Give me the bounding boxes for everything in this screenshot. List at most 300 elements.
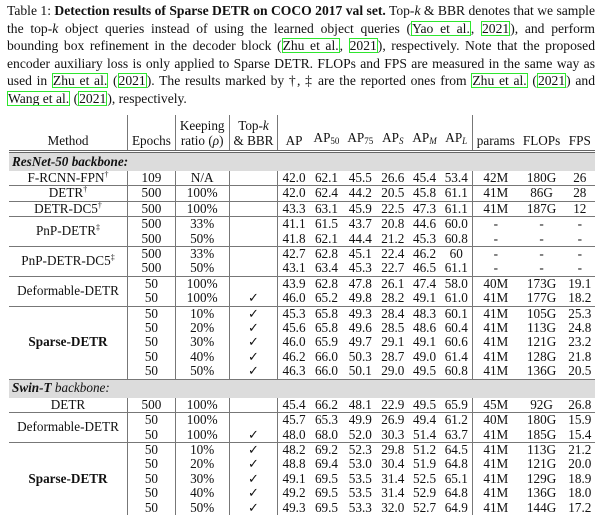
cell-fps: 15.9	[564, 413, 595, 428]
cell-aps: 20.8	[377, 217, 408, 232]
cell-ratio: 100%	[175, 276, 229, 291]
cell-apm: 47.3	[408, 201, 440, 216]
cell-ap50: 65.8	[314, 320, 339, 336]
cell-apl: 60.1	[441, 306, 473, 321]
cell-ap: 42.7	[278, 247, 310, 262]
section-header-row	[9, 152, 595, 172]
results-table	[9, 115, 595, 515]
cell-ap: 46.0	[278, 291, 310, 306]
cell-params: 41M	[472, 428, 519, 443]
cell-ap75: 50.1	[348, 363, 372, 379]
table-row	[9, 442, 595, 457]
cell-ap: 49.1	[278, 472, 310, 486]
col-apl: $AP_L$	[445, 129, 468, 146]
cell-ap: 43.1	[278, 261, 310, 276]
cell-params: 41M	[472, 306, 519, 321]
cell-params: 40M	[472, 276, 519, 291]
cell-fps: 25.3	[564, 306, 595, 321]
cell-epochs: 50	[128, 457, 176, 471]
cell-aps: 28.2	[381, 290, 405, 306]
checkmark-cell: ✓	[229, 350, 278, 364]
section-title: ResNet-50 backbone:	[9, 152, 595, 172]
cell-ap50: 62.8	[310, 247, 344, 262]
cell-ap: 46.2	[278, 350, 310, 364]
cell-apl: 64.5	[441, 442, 473, 457]
cell-params: 41M	[472, 335, 519, 349]
method-name: Deformable-DETR	[9, 413, 128, 443]
cell-flops: 144G	[526, 499, 557, 515]
citation-link-wang[interactable]: Wang et al.	[8, 90, 70, 106]
checkmark-cell: ✓	[229, 321, 278, 335]
cell-ratio: 10%	[175, 306, 229, 321]
cell-ap: 43.9	[278, 276, 310, 291]
cell-apm: 49.1	[412, 290, 437, 306]
cell-ratio: 100%	[175, 428, 229, 443]
cell-aps: 29.0	[381, 363, 405, 379]
cell-ap75: 45.3	[348, 260, 372, 276]
cell-ap50: 68.0	[314, 426, 339, 442]
cell-ap: 41.1	[278, 217, 310, 232]
cell-params: 41M	[472, 186, 519, 201]
cell-fps: 18.2	[568, 290, 592, 306]
cell-apl: 61.2	[441, 413, 473, 428]
cell-fps: -	[564, 217, 595, 232]
cell-epochs: 109	[128, 171, 176, 186]
cell-epochs: 500	[128, 247, 176, 262]
cell-aps: 26.9	[377, 413, 408, 428]
checkmark-cell: ✓	[229, 291, 278, 306]
cell-apm: 44.6	[408, 217, 440, 232]
cell-fps: 23.2	[568, 334, 592, 350]
cell-ap75: 45.9	[343, 201, 377, 216]
reported-mark: †	[97, 200, 102, 210]
cell-apm: 49.4	[408, 413, 440, 428]
cell-ap50: 62.8	[310, 276, 344, 291]
cell-ap50: 69.5	[314, 485, 339, 501]
table-caption: Table 1: Detection results of Sparse DETR on COCO 2017 val set. Top-k & BBR denotes that we sample the top-k object queries instead of using the learned object queries (Yao et al., 2021), and perform bounding box refinement in the decoder block (Zhu et al., 2021), respectively. Note that the proposed encoder auxiliary loss is only applied to Sparse DETR. FLOPs and FPS are measured in the same way as used in Zhu et al. (2021). The results marked by †, ‡ are the reported ones from Zhu et al. (2021) and Wang et al. (2021), respectively.	[7, 3, 596, 106]
cell-epochs: 500	[128, 217, 176, 232]
cell-aps: 22.7	[381, 260, 405, 276]
cell-params: 40M	[472, 413, 519, 428]
checkmark-cell	[229, 171, 278, 186]
cell-params: 41M	[472, 501, 519, 515]
cell-ap50: 69.5	[314, 499, 339, 515]
cell-apl: 61.4	[444, 348, 468, 364]
method-name: DETR-DC5†	[9, 201, 128, 216]
cell-aps: 29.1	[381, 334, 405, 350]
cell-epochs: 50	[128, 472, 176, 486]
checkmark-cell: ✓	[229, 364, 278, 379]
cell-flops: 113G	[527, 320, 556, 336]
cell-apm: 52.7	[412, 499, 437, 515]
cell-ap50: 69.5	[314, 470, 339, 486]
col-apm: $AP_M$	[412, 129, 437, 146]
cell-apl: 65.1	[444, 470, 468, 486]
cell-ap: 49.2	[278, 486, 310, 500]
table-row	[9, 276, 595, 291]
cell-flops: 180G	[519, 413, 564, 428]
col-epochs: Epochs	[128, 115, 176, 152]
cell-params: 41M	[472, 364, 519, 379]
cell-epochs: 50	[128, 442, 176, 457]
cell-apm: 47.4	[408, 276, 440, 291]
checkmark-cell	[229, 398, 278, 413]
cell-ap50: 63.4	[314, 260, 339, 276]
reported-mark: ‡	[96, 223, 101, 233]
cell-epochs: 500	[128, 398, 176, 413]
cell-apm: 51.4	[412, 426, 437, 442]
table-row	[9, 171, 595, 186]
cell-flops: 92G	[530, 396, 553, 412]
cell-apl: 60.8	[444, 363, 468, 379]
cell-ratio: 50%	[175, 364, 229, 379]
cell-epochs: 50	[128, 335, 176, 349]
cell-flops: 187G	[519, 201, 564, 216]
cell-ap50: 65.2	[314, 290, 339, 306]
cell-aps: 28.4	[377, 306, 408, 321]
cell-flops: 129G	[526, 470, 557, 486]
cell-ratio: 100%	[175, 398, 229, 413]
cell-epochs: 50	[128, 276, 176, 291]
citation-link-zhu-year[interactable]: 2021	[349, 38, 377, 54]
cell-flops: 136G	[526, 485, 557, 501]
cell-fps: 26.8	[568, 396, 592, 412]
method-name: Deformable-DETR	[9, 276, 128, 306]
cell-fps: 28	[564, 186, 595, 201]
cell-ap75: 49.3	[343, 306, 377, 321]
cell-apm: 48.6	[412, 320, 437, 336]
cell-flops: 136G	[526, 363, 557, 379]
caption-title: Detection results of Sparse DETR on COCO 2017 val set.	[54, 3, 386, 18]
table-body	[9, 152, 595, 515]
checkmark-cell: ✓	[229, 501, 278, 515]
cell-aps: 28.7	[381, 348, 405, 364]
cell-epochs: 50	[128, 413, 176, 428]
cell-aps: 26.6	[381, 170, 405, 185]
cell-fps: 18.0	[568, 485, 592, 501]
cell-apm: 51.9	[412, 456, 437, 472]
cell-aps: 31.4	[381, 470, 405, 486]
checkmark-cell: ✓	[229, 442, 278, 457]
cell-ap75: 52.0	[348, 426, 372, 442]
cell-params: 41M	[472, 442, 519, 457]
cell-ap50: 63.1	[310, 201, 344, 216]
cell-ratio: 30%	[175, 472, 229, 486]
cell-ap75: 53.5	[348, 485, 372, 501]
cell-params: -	[472, 232, 519, 247]
cell-ap75: 49.6	[348, 320, 372, 336]
cell-apl: 64.9	[444, 499, 468, 515]
cell-ratio: 40%	[175, 350, 229, 364]
citation-link-zhu-3[interactable]: Zhu et al.	[472, 73, 527, 89]
cell-apl: 60.8	[444, 230, 468, 246]
cell-ratio: 100%	[175, 413, 229, 428]
col-flops: FLOPs	[522, 132, 561, 148]
cell-apm: 45.4	[412, 170, 437, 185]
cell-apl: 61.0	[444, 290, 468, 306]
cell-flops: -	[519, 247, 564, 262]
cell-ap50: 62.1	[314, 170, 339, 185]
checkmark-cell	[229, 232, 278, 247]
checkmark-cell: ✓	[229, 472, 278, 486]
cell-ratio: 50%	[175, 261, 229, 276]
cell-apl: 61.1	[441, 201, 473, 216]
cell-ratio: 20%	[175, 321, 229, 335]
checkmark-cell	[229, 261, 278, 276]
cell-fps: 18.9	[568, 470, 592, 486]
table-row	[9, 398, 595, 413]
cell-ap75: 53.0	[348, 456, 372, 472]
cell-apl: 61.1	[441, 186, 473, 201]
cell-fps: 17.2	[568, 499, 592, 515]
reported-mark: †	[104, 170, 109, 179]
cell-ap75: 45.1	[343, 247, 377, 262]
method-name: PnP-DETR-DC5‡	[9, 247, 128, 277]
cell-apl: 64.8	[444, 485, 468, 501]
cell-apl: 61.1	[444, 260, 468, 276]
cell-ratio: 40%	[175, 486, 229, 500]
cell-flops: 121G	[526, 334, 557, 350]
cell-flops: 180G	[526, 170, 557, 185]
cell-aps: 26.1	[377, 276, 408, 291]
cell-fps: 21.2	[564, 442, 595, 457]
cell-fps: 12	[564, 201, 595, 216]
cell-ap50: 61.5	[310, 217, 344, 232]
cell-aps: 22.5	[377, 201, 408, 216]
cell-flops: 121G	[526, 456, 557, 472]
cell-apm: 46.2	[408, 247, 440, 262]
checkmark-cell	[229, 247, 278, 262]
cell-ratio: 100%	[175, 291, 229, 306]
table-row	[9, 217, 595, 232]
cell-ap75: 53.5	[348, 470, 372, 486]
cell-aps: 20.5	[377, 186, 408, 201]
cell-apm: 49.1	[412, 334, 437, 350]
cell-ratio: 50%	[175, 501, 229, 515]
method-name: DETR	[50, 396, 86, 412]
method-name: Sparse-DETR	[9, 306, 128, 379]
cell-ap75: 52.3	[343, 442, 377, 457]
citation-link-zhu-2-year[interactable]: 2021	[118, 73, 146, 89]
cell-flops: -	[519, 217, 564, 232]
cell-apl: 65.9	[444, 396, 468, 412]
cell-fps: 26	[573, 170, 587, 185]
cell-fps: 20.0	[568, 456, 592, 472]
cell-apm: 48.3	[408, 306, 440, 321]
cell-ap: 45.7	[278, 413, 310, 428]
cell-ap75: 43.7	[343, 217, 377, 232]
col-fps: FPS	[568, 132, 591, 148]
reported-mark: ‡	[110, 253, 115, 263]
cell-params: -	[472, 247, 519, 262]
method-name: PnP-DETR‡	[9, 217, 128, 247]
cell-epochs: 500	[128, 201, 176, 216]
cell-ratio: 50%	[175, 232, 229, 247]
cell-ratio: 100%	[175, 186, 229, 201]
cell-aps: 28.5	[381, 320, 405, 336]
cell-aps: 29.8	[377, 442, 408, 457]
checkmark-cell: ✓	[229, 457, 278, 471]
cell-params: -	[472, 261, 519, 276]
table-row	[9, 201, 595, 216]
cell-params: 41M	[472, 486, 519, 500]
cell-ap75: 45.5	[348, 170, 372, 185]
cell-epochs: 50	[128, 486, 176, 500]
col-ap: AP	[278, 115, 310, 152]
cell-apm: 51.2	[408, 442, 440, 457]
citation-link-zhu-2[interactable]: Zhu et al.	[52, 73, 108, 89]
cell-apm: 46.5	[412, 260, 437, 276]
cell-ap50: 66.0	[314, 348, 339, 364]
cell-fps: -	[577, 260, 582, 276]
cell-ap50: 65.8	[310, 306, 344, 321]
cell-ap75: 49.9	[343, 413, 377, 428]
cell-ap: 43.3	[278, 201, 310, 216]
checkmark-cell: ✓	[229, 335, 278, 349]
cell-params: -	[472, 217, 519, 232]
cell-epochs: 500	[128, 186, 176, 201]
cell-epochs: 50	[128, 501, 176, 515]
cell-fps: 24.8	[568, 320, 592, 336]
cell-flops: -	[539, 260, 544, 276]
cell-apm: 45.3	[412, 230, 437, 246]
cell-ap75: 49.7	[348, 334, 372, 350]
cell-ap75: 44.4	[348, 230, 372, 246]
cell-ap: 48.8	[278, 457, 310, 471]
citation-link-yao[interactable]: Yao et al.	[412, 20, 470, 36]
caption-label: Table 1:	[7, 3, 51, 18]
cell-apl: 60.0	[441, 217, 473, 232]
cell-ap75: 48.1	[348, 396, 372, 412]
cell-ap: 45.4	[278, 398, 310, 413]
cell-ap: 41.8	[278, 232, 310, 247]
table-row	[9, 413, 595, 428]
cell-ap: 46.0	[278, 335, 310, 349]
cell-ap50: 69.4	[314, 456, 339, 472]
table-row	[9, 186, 595, 201]
cell-aps: 32.0	[381, 499, 405, 515]
col-topk-bbr: Top-k & BBR	[229, 115, 278, 152]
col-keeping-ratio: Keeping ratio (ρ)	[175, 115, 229, 152]
citation-link-yao-year[interactable]: 2021	[482, 20, 510, 36]
cell-ap: 48.2	[278, 442, 310, 457]
cell-params: 41M	[472, 321, 519, 335]
cell-ap50: 65.9	[314, 334, 339, 350]
cell-flops: 173G	[519, 276, 564, 291]
cell-ap: 48.0	[278, 428, 310, 443]
cell-apm: 45.8	[408, 186, 440, 201]
method-name: Sparse-DETR	[9, 442, 128, 515]
cell-apm: 49.0	[412, 348, 437, 364]
cell-apl: 64.8	[444, 456, 468, 472]
checkmark-cell	[229, 201, 278, 216]
cell-ap50: 62.4	[310, 186, 344, 201]
cell-ap50: 62.1	[314, 230, 339, 246]
cell-ap50: 65.3	[310, 413, 344, 428]
cell-aps: 22.4	[377, 247, 408, 262]
cell-ap: 42.0	[278, 186, 310, 201]
method-name: F-RCNN-FPN†	[27, 170, 109, 185]
cell-params: 41M	[472, 350, 519, 364]
cell-fps: 19.1	[564, 276, 595, 291]
cell-apl: 60	[441, 247, 473, 262]
header-row	[9, 115, 595, 152]
cell-ap75: 50.3	[348, 348, 372, 364]
col-params: params	[472, 115, 519, 152]
citation-link-zhu[interactable]: Zhu et al.	[282, 38, 339, 54]
cell-fps: -	[577, 230, 582, 246]
cell-ap: 42.0	[278, 171, 310, 186]
cell-epochs: 500	[128, 232, 176, 247]
cell-epochs: 50	[128, 364, 176, 379]
cell-flops: -	[539, 230, 544, 246]
cell-ap75: 47.8	[343, 276, 377, 291]
cell-ratio: 33%	[175, 217, 229, 232]
cell-flops: 177G	[526, 290, 557, 306]
cell-params: 41M	[472, 472, 519, 486]
method-name: DETR†	[9, 186, 128, 201]
cell-ratio: 10%	[175, 442, 229, 457]
citation-link-zhu-3-year[interactable]: 2021	[537, 73, 566, 89]
cell-ratio: N/A	[175, 171, 229, 186]
cell-epochs: 50	[128, 306, 176, 321]
cell-ap75: 53.3	[348, 499, 372, 515]
section-header-row	[9, 379, 595, 398]
cell-ap: 46.3	[278, 364, 310, 379]
col-ap50: $AP_{50}$	[313, 129, 340, 146]
checkmark-cell	[229, 276, 278, 291]
cell-fps: 21.8	[568, 348, 592, 364]
cell-flops: 86G	[519, 186, 564, 201]
cell-flops: 113G	[519, 442, 564, 457]
cell-apl: 60.4	[444, 320, 468, 336]
cell-apm: 52.5	[412, 470, 437, 486]
cell-params: 41M	[472, 201, 519, 216]
checkmark-cell	[229, 186, 278, 201]
checkmark-cell	[229, 217, 278, 232]
cell-epochs: 50	[128, 291, 176, 306]
cell-flops: 105G	[519, 306, 564, 321]
cell-flops: 185G	[526, 426, 557, 442]
citation-link-wang-year[interactable]: 2021	[79, 90, 107, 106]
cell-apl: 53.4	[444, 170, 468, 185]
cell-ap: 45.3	[278, 306, 310, 321]
cell-ratio: 33%	[175, 247, 229, 262]
reported-mark: †	[83, 185, 88, 195]
cell-epochs: 50	[128, 321, 176, 335]
cell-epochs: 500	[128, 261, 176, 276]
cell-apl: 58.0	[441, 276, 473, 291]
col-ap75: $AP_{75}$	[347, 129, 374, 146]
cell-params: 41M	[472, 291, 519, 306]
cell-ap50: 66.2	[314, 396, 339, 412]
cell-params: 45M	[472, 398, 519, 413]
cell-ap: 49.3	[278, 501, 310, 515]
cell-epochs: 50	[128, 428, 176, 443]
cell-ap75: 44.2	[343, 186, 377, 201]
cell-aps: 30.3	[381, 426, 405, 442]
cell-apm: 49.5	[412, 363, 437, 379]
section-title: Swin-T backbone:	[9, 379, 595, 398]
cell-apm: 49.5	[412, 396, 437, 412]
cell-aps: 31.4	[381, 485, 405, 501]
table-row	[9, 306, 595, 321]
cell-params: 42M	[472, 171, 519, 186]
cell-ap50: 69.2	[310, 442, 344, 457]
cell-fps: 15.4	[568, 426, 592, 442]
cell-ap: 45.6	[278, 321, 310, 335]
cell-fps: 20.5	[568, 363, 592, 379]
